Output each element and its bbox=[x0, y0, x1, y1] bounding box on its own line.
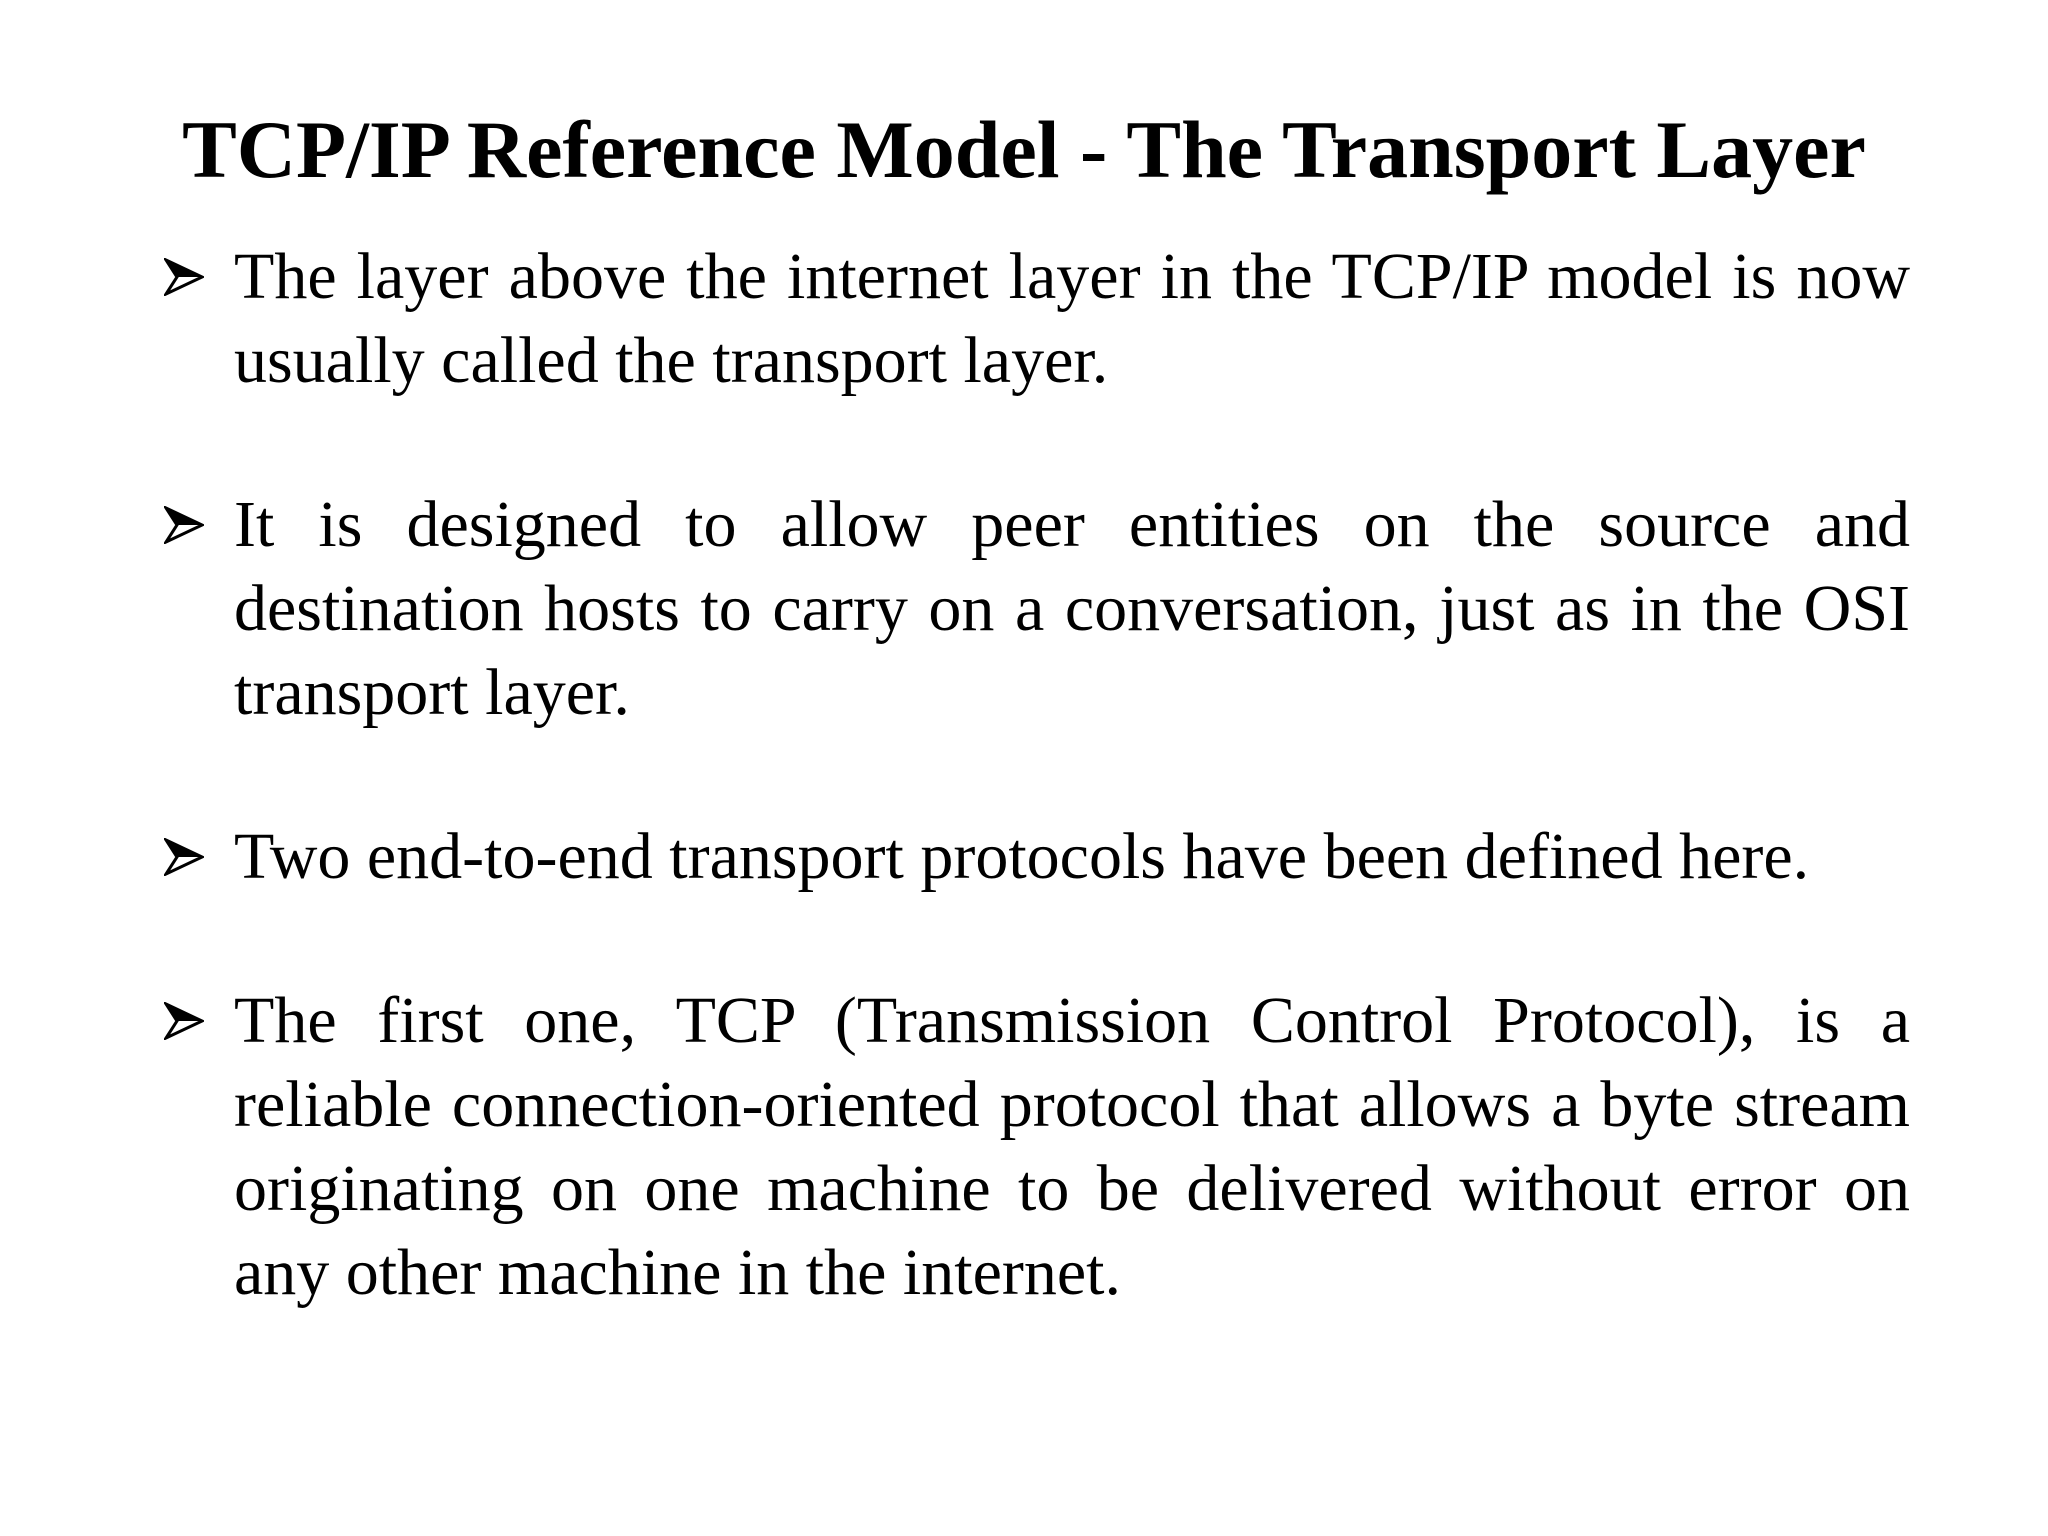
bullet-text: The first one, TCP (Transmission Control Protocol), is a reliable connection-oriented protocol that allows a byte stream originating on one machine to be delivered without error on any other machine in the internet. bbox=[234, 984, 1910, 1309]
arrowhead-bullet-icon bbox=[160, 979, 208, 1063]
bullet-item bbox=[160, 235, 1910, 403]
bullet-item bbox=[160, 483, 1910, 735]
bullet-list bbox=[160, 235, 1910, 1395]
arrowhead-bullet-icon bbox=[160, 815, 208, 899]
bullet-item bbox=[160, 979, 1910, 1315]
arrowhead-bullet-icon bbox=[160, 483, 208, 567]
bullet-text: Two end-to-end transport protocols have been defined here. bbox=[234, 820, 1810, 893]
bullet-text: It is designed to allow peer entities on the source and destination hosts to carry on a conversation, just as in the OSI transport layer. bbox=[234, 488, 1910, 729]
slide-title: TCP/IP Reference Model - The Transport Layer bbox=[182, 104, 1866, 195]
bullet-text: The layer above the internet layer in the TCP/IP model is now usually called the transport layer. bbox=[234, 240, 1910, 397]
arrowhead-bullet-icon bbox=[160, 235, 208, 319]
bullet-item bbox=[160, 815, 1910, 899]
